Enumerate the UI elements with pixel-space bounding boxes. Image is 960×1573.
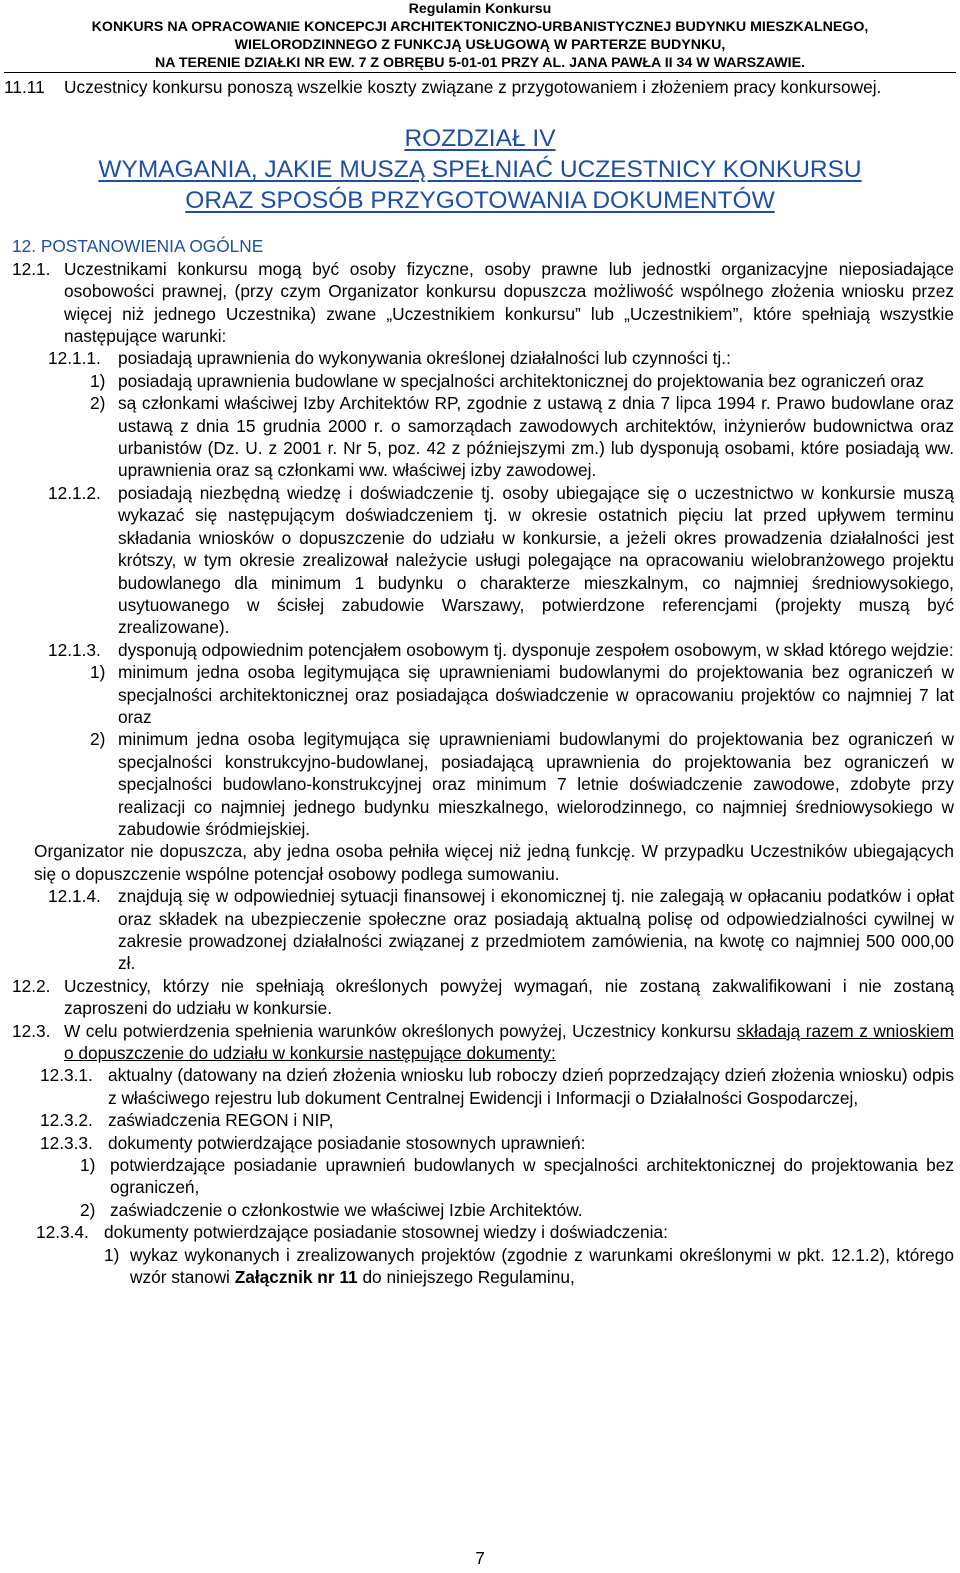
list-item-number: 1): [90, 370, 106, 391]
header-line: WIELORODZINNEGO Z FUNKCJĄ USŁUGOWĄ W PARTERZE BUDYNKU,: [234, 37, 726, 53]
chapter-title: ORAZ SPOSÓB PRZYGOTOWANIA DOKUMENTÓW: [185, 187, 775, 215]
paragraph-12-2: [12, 975, 954, 1020]
header-title: Regulamin Konkursu: [408, 1, 552, 17]
text-run: wykaz wykonanych i zrealizowanych projektów (zgodnie z warunkami określonymi w pkt. 12.1.2), którego wzór stanowi: [130, 1244, 954, 1288]
list-item: [80, 1199, 954, 1221]
list-item-number: 1): [80, 1155, 96, 1176]
paragraph-number: 12.3.3.: [40, 1132, 93, 1153]
paragraph-text: Uczestnikami konkursu mogą być osoby fizyczne, osoby prawne lub jednostki organizacyjne nieposiadające osobowości prawnej, (przy czym Organizator konkursu dopuszcza możliwość wspólnego złożenia wniosku przez więcej niż jednego Uczestnika) zwane „Uczestnikiem konkursu” lub „Uczestnikiem”, które spełniają wszystkie następujące warunki:: [64, 258, 954, 347]
text-run: nie zostaną zakwalifikowani i nie zostaną zaproszeni do udziału w konkursie.: [64, 975, 955, 1019]
paragraph-number: 12.1.4.: [48, 886, 101, 907]
document-body: [0, 76, 960, 1289]
paragraph-text: Uczestnicy konkursu ponoszą wszelkie koszty związane z przygotowaniem i złożeniem pracy konkursowej.: [64, 77, 882, 97]
document-header: [0, 0, 960, 72]
paragraph-12-3-4: [36, 1221, 954, 1243]
paragraph-number: 12.3.: [12, 1020, 51, 1041]
list-item-number: 2): [90, 729, 106, 750]
paragraph-number: 12.3.2.: [40, 1110, 93, 1131]
list-item-text: są członkami właściwej Izby Architektów RP, zgodnie z ustawą z dnia 7 lipca 1994 r. Prawo budowlane oraz ustawą z dnia 15 grudnia 2000 r. o samorządach zawodowych architektów, inżynierów budownictwa oraz urbanistów (Dz. U. z 2001 r. Nr 5, poz. 42 z późniejszymi zm.) lub dysponują osobami, które posiadają ww. uprawnienia oraz są członkami ww. właściwej izby zawodowej.: [118, 393, 954, 481]
paragraph-number: 12.1.1.: [48, 348, 101, 369]
paragraph-12-1: [12, 258, 954, 348]
list-item: [90, 392, 954, 482]
paragraph-note: Organizator nie dopuszcza, aby jedna osoba pełniła więcej niż jedną funkcję. W przypadku Uczestników ubiegających się o dopuszczenie wspólne potencjał osobowy podlega sumowaniu.: [34, 841, 954, 884]
paragraph-text: posiadają niezbędną wiedzę i doświadczenie tj. osoby ubiegające się o uczestnictwo w konkursie muszą wykazać się następującym doświadczeniem tj. w okresie ostatnich pięciu lat przed upływem terminu składania wniosków o dopuszczenie do udziału w konkursie, a jeżeli okres prowadzenia działalności jest krótszy, w tym okresie zrealizował należycie usługi polegające na opracowaniu wielobranżowego projektu budowlanego dla minimum 1 budynku o charakterze mieszkalnym, co najmniej średniowysokiego, usytuowanego w ścisłej zabudowie Warszawy, potwierdzone referencjami (projekty muszą być zrealizowane).: [118, 482, 954, 638]
page-number: 7: [475, 1548, 485, 1568]
list-item: [90, 661, 954, 728]
list-item-text: potwierdzające posiadanie uprawnień budowlanych w specjalności architektonicznej do projektowania bez ograniczeń,: [110, 1155, 954, 1198]
paragraph-12-1-2: [48, 482, 954, 639]
paragraph-text: aktualny (datowany na dzień złożenia wniosku lub roboczy dzień poprzedzający dzień złożenia wniosku) odpis z właściwego rejestru lub dokument Centralnej Ewidencji i Informacji o Działalności Gospodarczej,: [108, 1065, 954, 1108]
paragraph-number: 12.3.1.: [40, 1065, 93, 1086]
paragraph-text: dysponują odpowiednim potencjałem osobowym tj. dysponuje zespołem osobowym, w skład którego wejdzie:: [118, 639, 954, 660]
paragraph-text: [64, 1020, 954, 1065]
list-item-number: 1): [90, 662, 106, 683]
header-line: KONKURS NA OPRACOWANIE KONCEPCJI ARCHITEKTONICZNO-URBANISTYCZNEJ BUDYNKU MIESZKALNEGO,: [91, 19, 869, 35]
paragraph-12-3-2: [40, 1109, 954, 1131]
paragraph-number: 12.1.: [12, 258, 51, 279]
paragraph-text: dokumenty potwierdzające posiadanie stosownej wiedzy i doświadczenia:: [104, 1222, 668, 1243]
chapter-heading: [0, 123, 960, 216]
list-item: [90, 370, 954, 392]
paragraph-12-3-1: [40, 1064, 954, 1109]
paragraph-12-1-4: [48, 885, 954, 975]
paragraph-11-11: [4, 76, 954, 98]
paragraph-12-3: [12, 1020, 954, 1065]
paragraph-number: 12.3.4.: [36, 1222, 89, 1243]
text-run: do niniejszego Regulaminu,: [357, 1267, 575, 1288]
paragraph-12-1-1: [48, 347, 954, 369]
list-item-text: minimum jedna osoba legitymująca się uprawnieniami budowlanymi do projektowania bez ograniczeń w specjalności konstrukcyjno-budowlanej, posiadającą uprawnienia do projektowania bez ograniczeń w specjalności budowlano-konstrukcyjnej oraz minimum 7 letnie doświadczenie zawodowe, zdobyte przy realizacji co najmniej jednego budynku mieszkalnego, wielorodzinnego, co najmniej średniowysokiego w zabudowie śródmiejskiej.: [118, 729, 954, 839]
attachment-reference: Załącznik nr 11: [234, 1267, 358, 1288]
paragraph-number: 12.2.: [12, 975, 51, 996]
chapter-number: ROZDZIAŁ IV: [404, 125, 556, 153]
list-item-text: zaświadczenie o członkostwie we właściwej Izbie Architektów.: [110, 1199, 583, 1220]
underlined-text: składają razem z wnioskiem o dopuszczenie do udziału w konkursie następujące dokumenty:: [64, 1020, 954, 1064]
underlined-comma: ,: [588, 975, 593, 996]
list-item: [80, 1154, 954, 1199]
list-item-number: 2): [80, 1199, 96, 1220]
list-item-number: 1): [104, 1244, 120, 1265]
header-divider: [4, 72, 956, 73]
list-item-text: posiadają uprawnienia budowlane w specjalności architektonicznej do projektowania bez ograniczeń oraz: [118, 370, 924, 391]
paragraph-12-1-3: [48, 639, 954, 661]
paragraph-number: 12.1.2.: [48, 482, 101, 503]
paragraph-text: posiadają uprawnienia do wykonywania określonej działalności lub czynności tj.:: [118, 348, 731, 369]
text-run: W celu potwierdzenia spełnienia warunków określonych powyżej, Uczestnicy konkursu: [64, 1020, 737, 1041]
paragraph-text: [64, 975, 954, 1020]
list-item-text: [130, 1244, 954, 1289]
chapter-title: WYMAGANIA, JAKIE MUSZĄ SPEŁNIAĆ UCZESTNICY KONKURSU: [98, 156, 862, 184]
header-line: NA TERENIE DZIAŁKI NR EW. 7 Z OBRĘBU 5-01-01 PRZY AL. JANA PAWŁA II 34 W WARSZAWIE.: [154, 55, 806, 71]
paragraph-text: dokumenty potwierdzające posiadanie stosownych uprawnień:: [108, 1132, 586, 1153]
section-heading: 12. POSTANOWIENIA OGÓLNE: [12, 236, 264, 257]
paragraph-12-3-3: [40, 1132, 954, 1154]
list-item-text: minimum jedna osoba legitymująca się uprawnieniami budowlanymi do projektowania bez ograniczeń w specjalności architektonicznej oraz posiadająca doświadczenie w opracowaniu projektów co najmniej 7 lat oraz: [118, 662, 954, 727]
paragraph-text: zaświadczenia REGON i NIP,: [108, 1110, 334, 1131]
paragraph-number: 11.11: [4, 77, 45, 97]
list-item-number: 2): [90, 393, 106, 414]
list-item: [104, 1244, 954, 1289]
paragraph-text: znajdują się w odpowiedniej sytuacji finansowej i ekonomicznej tj. nie zalegają w opłacaniu podatków i opłat oraz składek na ubezpieczenie społeczne oraz posiadają aktualną polisę od odpowiedzialności cywilnej w zakresie prowadzonej działalności związanej z przedmiotem zamówienia, na kwotę co najmniej 500 000,00 zł.: [118, 886, 954, 974]
paragraph-number: 12.1.3.: [48, 639, 101, 660]
text-run: Uczestnicy, którzy nie spełniają określonych powyżej wymagań: [64, 975, 589, 996]
list-item: [90, 728, 954, 840]
